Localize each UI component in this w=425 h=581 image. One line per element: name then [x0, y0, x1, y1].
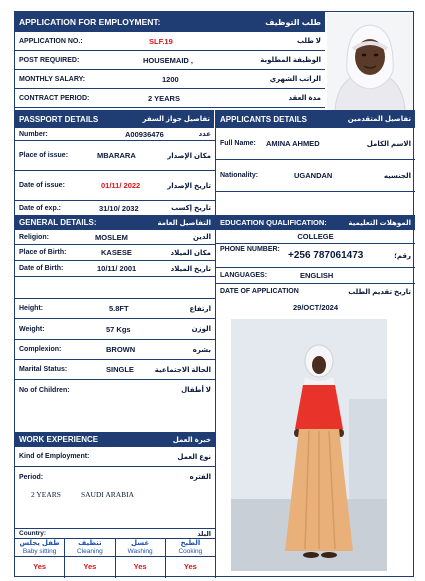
country-label: Country: — [19, 530, 47, 537]
row-weight — [15, 319, 215, 340]
work-experience-header — [15, 432, 215, 447]
row-place-of-birth — [15, 245, 215, 261]
skill-cleaning-ar: تنظيف — [78, 540, 102, 547]
post-ar: الوظيفة المطلوبة — [260, 57, 321, 64]
skills-grid — [15, 538, 215, 578]
work-header-en: WORK EXPERIENCE — [19, 435, 99, 444]
skill-washing-answer: Yes — [133, 562, 147, 571]
row-nationality — [216, 160, 415, 192]
religion-value: MOSLEM — [95, 232, 128, 242]
row-marital-status — [15, 360, 215, 380]
birth-place-label: Place of Birth: — [19, 249, 67, 256]
passport-number-label: Number: — [19, 130, 48, 138]
passport-header-en: PASSPORT DETAILS — [19, 114, 99, 124]
post-value: HOUSEMAID , — [143, 55, 194, 65]
form-title-en: APPLICATION FOR EMPLOYMENT: — [19, 17, 161, 27]
place-issue-value: MBARARA — [97, 151, 136, 160]
skill-cooking — [166, 539, 215, 578]
row-languages — [216, 268, 415, 284]
phone-value: +256 787061473 — [288, 250, 364, 261]
row-period — [15, 467, 215, 487]
skill-cleaning-en: Cleaning — [77, 548, 103, 555]
doa-value: 29/OCT/2024 — [292, 302, 339, 312]
post-label: POST REQUIRED: — [19, 56, 80, 64]
row-passport-number — [15, 128, 215, 141]
application-no-label: APPLICATION NO.: — [19, 37, 83, 45]
work-header-ar: خبرة العمل — [172, 436, 211, 444]
row-education-level — [216, 230, 415, 244]
issue-date-value: 01/11/ 2022 — [101, 181, 141, 190]
birth-place-ar: مكان الميلاد — [170, 249, 211, 257]
height-label: Height: — [19, 305, 44, 312]
education-level-value: COLLEGE — [297, 232, 334, 241]
full-name-label: Full Name: — [220, 140, 256, 147]
skill-baby-sitting — [15, 539, 65, 578]
country-ar: البلد — [197, 530, 211, 538]
issue-date-ar: تاريخ الإصدار — [167, 182, 211, 190]
phone-ar: رقم؛ — [394, 253, 411, 260]
salary-value: 1200 — [162, 74, 179, 84]
applicant-details-header — [216, 110, 415, 128]
weight-value: 57 Kgs — [106, 324, 131, 334]
birth-place-value: KASESE — [101, 248, 132, 257]
row-doa-value — [216, 299, 415, 315]
doa-label: DATE OF APPLICATION — [220, 288, 299, 295]
passport-details-header — [15, 110, 214, 128]
languages-value: ENGLISH — [300, 271, 334, 280]
row-application-no — [15, 32, 325, 51]
skill-washing-en: Washing — [127, 548, 153, 555]
row-contract-period — [15, 89, 325, 108]
skill-washing — [116, 539, 166, 578]
religion-label: Religion: — [19, 233, 49, 241]
applicant-headshot — [327, 13, 413, 111]
nationality-value: UGANDAN — [294, 171, 333, 180]
row-country — [15, 529, 215, 538]
salary-ar: الراتب الشهري — [269, 76, 321, 83]
complexion-value: BROWN — [106, 345, 136, 354]
complexion-label: Complexion: — [19, 346, 62, 353]
passport-number-value: A00936476 — [125, 129, 164, 139]
height-ar: ارتفاع — [189, 305, 211, 313]
row-period-entry — [15, 487, 215, 529]
period-years: 2 YEARS — [31, 490, 61, 499]
row-blank-general — [15, 277, 215, 299]
kind-ar: نوع العمل — [177, 453, 211, 461]
weight-label: Weight: — [19, 325, 45, 333]
row-date-of-exp — [15, 201, 215, 215]
row-full-name — [216, 128, 415, 160]
applicant-header-ar: تفاصيل المتقدمين — [347, 116, 411, 123]
education-header-ar: الموهلات التعليمية — [348, 219, 411, 227]
education-header-en: EDUCATION QUALIFICATION: — [220, 218, 327, 227]
application-no-ar: لا طلب — [296, 38, 321, 45]
marital-ar: الحالة الاجتماعية — [154, 366, 211, 374]
row-kind-of-employment — [15, 447, 215, 467]
period-ar: الفتره — [189, 474, 211, 481]
exp-date-label: Date of exp.: — [19, 204, 62, 212]
weight-ar: الوزن — [191, 326, 211, 333]
period-country: SAUDI ARABIA — [80, 490, 135, 499]
row-monthly-salary — [15, 70, 325, 89]
application-no-value: SLF.19 — [149, 36, 173, 46]
skill-baby-en: Baby sitting — [22, 548, 57, 555]
row-date-of-birth — [15, 261, 215, 277]
salary-label: MONTHLY SALARY: — [19, 75, 86, 83]
passport-header-ar: تفاصيل جواز السفر — [142, 116, 210, 123]
row-complexion — [15, 340, 215, 360]
row-children — [15, 380, 215, 400]
nationality-ar: الجنسيه — [383, 172, 411, 180]
form-title-bar — [15, 12, 325, 32]
children-ar: لا أطفال — [181, 387, 211, 394]
skill-cleaning — [65, 539, 115, 578]
applicant-header-en: APPLICANTS DETAILS — [220, 114, 307, 124]
education-header — [216, 215, 415, 230]
form-title-ar: طلب التوظيف — [265, 17, 321, 27]
row-date-of-application — [216, 284, 415, 299]
place-issue-label: Place of issue: — [19, 152, 69, 159]
application-form — [14, 11, 414, 577]
religion-ar: الدين — [193, 234, 211, 241]
place-issue-ar: مكان الإصدار — [167, 152, 211, 160]
skill-washing-ar: غسل — [131, 540, 150, 547]
row-phone-number — [216, 244, 415, 268]
skill-cooking-en: Cooking — [178, 548, 203, 555]
height-value: 5.8FT — [109, 304, 129, 313]
birth-date-ar: تاريخ الميلاد — [170, 265, 211, 273]
languages-label: LANGUAGES: — [220, 272, 268, 279]
marital-label: Marital Status: — [19, 366, 68, 373]
row-date-of-issue — [15, 171, 215, 201]
birth-date-label: Date of Birth: — [19, 265, 64, 272]
doa-ar: تاريخ تقديم الطلب — [348, 288, 411, 296]
applicant-full-photo — [231, 319, 387, 571]
skill-cooking-answer: Yes — [183, 562, 197, 571]
children-label: No of Children: — [19, 386, 70, 394]
row-religion — [15, 230, 215, 245]
headshot-illustration — [327, 13, 413, 111]
row-place-of-issue — [15, 141, 215, 171]
contract-label: CONTRACT PERIOD: — [19, 94, 90, 102]
passport-number-ar: عدد — [198, 131, 211, 138]
complexion-ar: بشره — [192, 346, 211, 354]
skill-baby-ar: طفل يجلس — [19, 540, 60, 547]
general-header-ar: التفاصيل العامة — [157, 219, 211, 227]
birth-date-value: 10/11/ 2001 — [97, 264, 137, 273]
row-post-required — [15, 51, 325, 70]
issue-date-label: Date of issue: — [19, 182, 65, 189]
skill-baby-answer: Yes — [33, 562, 47, 571]
phone-label: PHONE NUMBER: — [220, 246, 280, 253]
full-name-ar: الاسم الكامل — [366, 140, 411, 148]
full-body-illustration — [231, 319, 387, 571]
marital-value: SINGLE — [106, 365, 134, 374]
period-label: Period: — [19, 473, 44, 481]
exp-date-ar: تاريخ إكسب — [171, 205, 211, 212]
exp-date-value: 31/10/ 2032 — [99, 203, 139, 213]
contract-ar: مدة العقد — [288, 95, 321, 102]
contract-value: 2 YEARS — [148, 93, 180, 103]
kind-label: Kind of Employment: — [19, 453, 90, 460]
skill-cleaning-answer: Yes — [83, 562, 97, 571]
skill-cooking-ar: الطبخ — [180, 540, 201, 547]
full-name-value: AMINA AHMED — [266, 139, 320, 148]
row-height — [15, 299, 215, 319]
nationality-label: Nationality: — [220, 172, 259, 179]
general-header-en: GENERAL DETAILS: — [19, 218, 97, 227]
general-details-header — [15, 215, 215, 230]
